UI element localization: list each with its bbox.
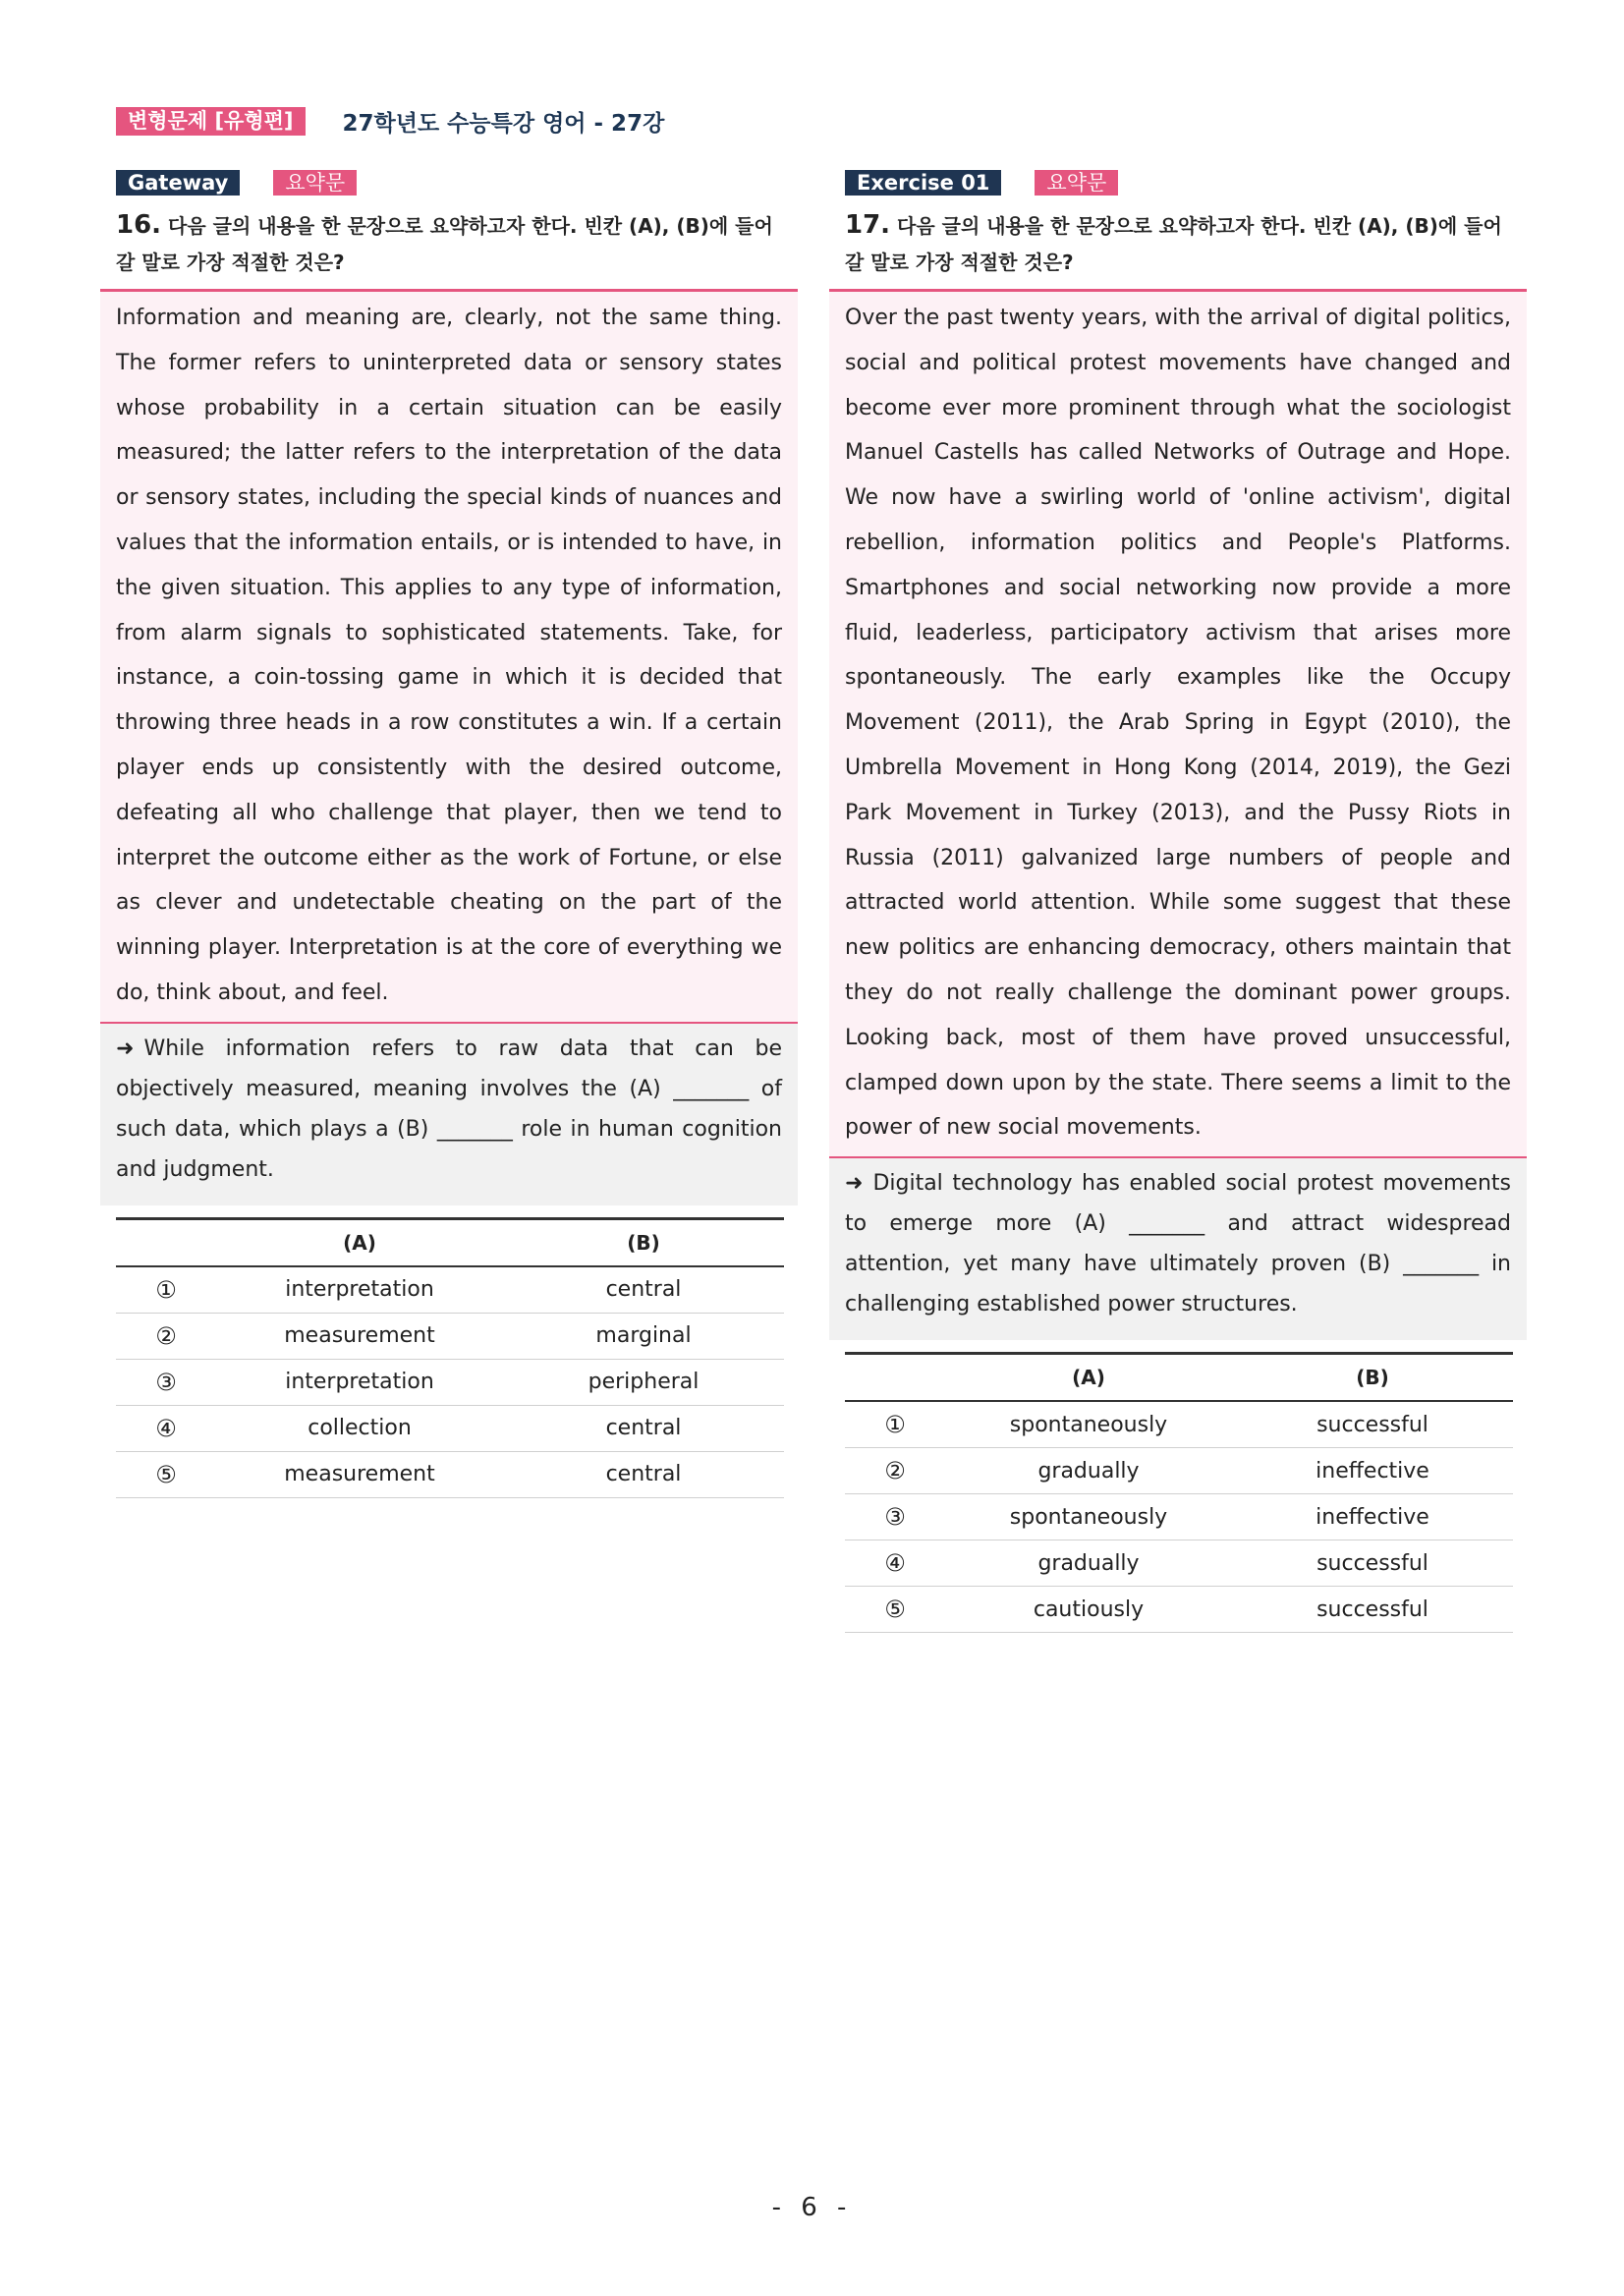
choice-a: spontaneously: [945, 1494, 1232, 1540]
header-title: 27학년도 수능특강 영어 - 27강: [342, 110, 665, 137]
choice-number: ④: [845, 1540, 945, 1587]
choice-number: ②: [116, 1313, 216, 1359]
left-question: [116, 207, 784, 281]
header-tag: 변형문제 [유형편]: [116, 107, 306, 136]
choice-a: measurement: [216, 1313, 503, 1359]
right-summary-box: [829, 1156, 1527, 1340]
choice-b: ineffective: [1232, 1494, 1513, 1540]
arrow-icon: ➜: [116, 1036, 135, 1061]
choice-a: spontaneously: [945, 1401, 1232, 1448]
left-summary-text: While information refers to raw data that can be objectively measured, meaning involves the (A) _______ of such data, which plays a (B) _______ role in human cognition and judgment.: [116, 1036, 782, 1182]
choice-header-b: (B): [1232, 1354, 1513, 1402]
choice-num-header: [116, 1218, 216, 1266]
left-passage: Information and meaning are, clearly, not the same thing. The former refers to uninterpreted data or sensory states whose probability in a certain situation can be easily measured; the latter refers to the interpretation of the data or sensory states, including the special kinds of nuances and values that the information entails, or is intended to have, in the given situation. This applies to any type of information, from alarm signals to sophisticated statements. Take, for instance, a coin-tossing game in which it is decided that throwing three heads in a row constitutes a win. If a certain player ends up consistently with the desired outcome, defeating all who challenge that player, then we tend to interpret the outcome either as the work of Fortune, or else as clever and undetectable cheating on the part of the winning player. Interpretation is at the core of everything we do, think about, and feel.: [100, 289, 798, 1022]
left-type-tag: 요약문: [273, 170, 357, 196]
right-type-tag: 요약문: [1035, 170, 1118, 196]
choice-number: ①: [116, 1266, 216, 1314]
right-summary-text: Digital technology has enabled social protest movements to emerge more (A) _______ and attract widespread attention, yet many have ultimately proven (B) _______ in challenging established power structures.: [845, 1171, 1511, 1317]
choice-row[interactable]: [116, 1313, 784, 1359]
left-summary-box: [100, 1022, 798, 1205]
left-question-text: 다음 글의 내용을 한 문장으로 요약하고자 한다. 빈칸 (A), (B)에 들어갈 말로 가장 적절한 것은?: [116, 214, 773, 274]
choice-row[interactable]: [116, 1359, 784, 1405]
choice-row[interactable]: [845, 1540, 1513, 1587]
choice-b: central: [503, 1266, 784, 1314]
choice-number: ①: [845, 1401, 945, 1448]
choice-number: ⑤: [116, 1451, 216, 1497]
page-number: - 6 -: [771, 2193, 853, 2222]
choice-number: ②: [845, 1448, 945, 1494]
choice-b: central: [503, 1405, 784, 1451]
left-section-tag: Gateway: [116, 170, 240, 196]
right-section-tag: Exercise 01: [845, 170, 1001, 196]
choice-a: gradually: [945, 1540, 1232, 1587]
right-question-number: 17.: [845, 210, 891, 240]
choice-row[interactable]: [116, 1451, 784, 1497]
choice-a: interpretation: [216, 1266, 503, 1314]
choice-row[interactable]: [116, 1405, 784, 1451]
choice-b: ineffective: [1232, 1448, 1513, 1494]
right-tag-row: [845, 169, 1527, 196]
choice-row[interactable]: [845, 1401, 1513, 1448]
left-question-number: 16.: [116, 210, 162, 240]
choice-row[interactable]: [845, 1448, 1513, 1494]
choice-b: central: [503, 1451, 784, 1497]
choice-row[interactable]: [845, 1587, 1513, 1633]
choice-a: gradually: [945, 1448, 1232, 1494]
choice-row[interactable]: [116, 1266, 784, 1314]
arrow-icon: ➜: [845, 1171, 864, 1197]
choice-b: marginal: [503, 1313, 784, 1359]
choice-b: successful: [1232, 1540, 1513, 1587]
left-choices-table: [116, 1217, 784, 1498]
choice-a: collection: [216, 1405, 503, 1451]
choice-a: interpretation: [216, 1359, 503, 1405]
choice-number: ⑤: [845, 1587, 945, 1633]
choice-a: measurement: [216, 1451, 503, 1497]
choice-number: ④: [116, 1405, 216, 1451]
right-question: [845, 207, 1513, 281]
right-column: [829, 169, 1527, 1633]
right-choices-table: [845, 1352, 1513, 1633]
choice-b: successful: [1232, 1401, 1513, 1448]
choice-number: ③: [845, 1494, 945, 1540]
right-question-text: 다음 글의 내용을 한 문장으로 요약하고자 한다. 빈칸 (A), (B)에 들어갈 말로 가장 적절한 것은?: [845, 214, 1502, 274]
choice-header-b: (B): [503, 1218, 784, 1266]
left-tag-row: [116, 169, 798, 196]
choice-number: ③: [116, 1359, 216, 1405]
choice-num-header: [845, 1354, 945, 1402]
choice-header-a: (A): [945, 1354, 1232, 1402]
choice-b: successful: [1232, 1587, 1513, 1633]
choice-a: cautiously: [945, 1587, 1232, 1633]
right-passage: Over the past twenty years, with the arrival of digital politics, social and political protest movements have changed and become ever more prominent through what the sociologist Manuel Castells has called Networks of Outrage and Hope. We now have a swirling world of 'online activism', digital rebellion, information politics and People's Platforms. Smartphones and social networking now provide a more fluid, leaderless, participatory activism that arises more spontaneously. The early examples like the Occupy Movement (2011), the Arab Spring in Egypt (2010), the Umbrella Movement in Hong Kong (2014, 2019), the Gezi Park Movement in Turkey (2013), and the Pussy Riots in Russia (2011) galvanized large numbers of people and attracted world attention. While some suggest that these new politics are enhancing democracy, others maintain that they do not really challenge the dominant power groups. Looking back, most of them have proved unsuccessful, clamped down upon by the state. There seems a limit to the power of new social movements.: [829, 289, 1527, 1156]
page-header: [116, 106, 664, 136]
choice-b: peripheral: [503, 1359, 784, 1405]
choice-header-a: (A): [216, 1218, 503, 1266]
left-column: [100, 169, 798, 1498]
choice-row[interactable]: [845, 1494, 1513, 1540]
